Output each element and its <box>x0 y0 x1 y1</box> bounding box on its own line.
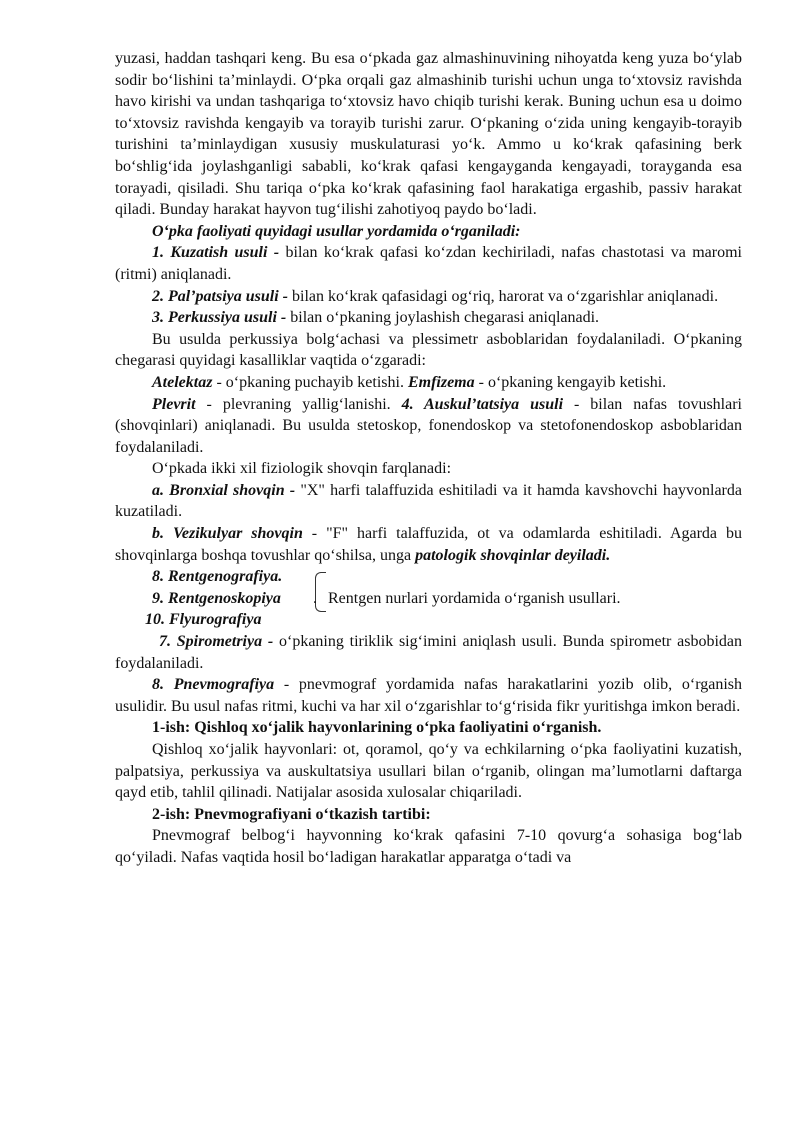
method-pneumography <box>115 674 742 717</box>
atelectasis-text: - oʻpkaning puchayib ketishi. <box>212 373 408 391</box>
method-1-text: bilan koʻkrak qafasi koʻzdan kechiriladi, nafas chastotasi va maromi (ritmi) aniqlanadi. <box>115 244 742 283</box>
method-4-title: 4. Auskulʼtatsiya usuli <box>401 395 564 413</box>
atelectasis-term: Atelektaz <box>152 373 213 391</box>
method-2-text: bilan koʻkrak qafasidagi ogʻriq, harorat va oʻzgarishlar aniqlanadi. <box>288 287 719 305</box>
task-2-text: Pnevmograf belbogʻi hayvonning koʻkrak qafasini 7-10 qovurgʻa sohasiga bogʻlab qoʻyiladi. Nafas vaqtida hosil boʻladigan harakatlar apparatga oʻtadi va <box>115 827 742 866</box>
method-8-line <box>115 566 742 588</box>
noise-b-title: b. Vezikulyar shovqin <box>152 525 303 543</box>
method-9-dot: . <box>313 589 317 607</box>
rentgen-description: Rentgen nurlari yordamida oʻrganish usullari. <box>328 589 621 607</box>
pneumography-text: - pnevmograf yordamida nafas harakatlarini yozib olib, oʻrganish usulidir. Bu usul nafas ritmi, kuchi va har xil oʻzgarishlar toʻgʻrisida fikr yuritishga imkon beradi. <box>115 676 743 715</box>
method-8-rentgenography: 8. Rentgenografiya. <box>152 568 283 586</box>
task-2-title: 2-ish: Pnevmografiyani oʻtkazish tartibi: <box>152 805 431 823</box>
noise-a <box>115 480 742 523</box>
atelectasis-paragraph <box>115 372 742 394</box>
noise-intro: Oʻpkada ikki xil fiziologik shovqin farqlanadi: <box>152 460 452 478</box>
noise-a-title: a. Bronxial shovqin - <box>152 481 296 499</box>
method-9-line <box>115 588 742 610</box>
method-9-rentgenoscopy: 9. Rentgenoskopiya <box>152 589 281 607</box>
method-4-text: - bilan nafas tovushlari (shovqinlari) aniqlanadi. Bu usulda stetoskop, fonendoskop va stetofonendoskop asboblaridan foydalaniladi. <box>115 395 742 456</box>
emphysema-term: Emfizema <box>407 373 475 391</box>
pleurisy-paragraph <box>115 394 742 459</box>
pneumography-title: 8. Pnevmografiya <box>152 676 275 694</box>
method-1 <box>115 242 742 285</box>
method-2 <box>115 286 742 308</box>
task-1-title: 1-ish: Qishloq xoʻjalik hayvonlarining oʻpka faoliyatini oʻrganish. <box>152 719 602 737</box>
method-10-line <box>115 609 742 631</box>
method-2-title: 2. Palʼpatsiya usuli - <box>152 287 289 305</box>
method-3 <box>115 307 742 329</box>
intro-paragraph: yuzasi, haddan tashqari keng. Bu esa oʻpkada gaz almashinuvining nihoyatda keng yuza boʻylab sodir boʻlishini taʼminlaydi. Oʻpka orqali gaz almashinib turishi uchun unga toʻxtovsiz ravishda havo kirishi va undan tashqariga toʻxtovsiz havo chiqib turishi kerak. Buning uchun esa u doimo toʻxtovsiz ravishda kengayib va torayib turishi zarur. Oʻpkaning oʻzida uning kengayib-torayib turishini taʼminlaydigan xususiy muskulaturasi yoʻk. Ammo u koʻkrak qafasining berk boʻshligʻida joylashganligi sababli, koʻkrak qafasi kengayganda kengayadi, torayganda esa torayadi, qisiladi. Shu tariqa oʻpka koʻkrak qafasining faol harakatiga ergashib, passiv harakat qiladi. Bunday harakat hayvon tugʻilishi zahotiyoq paydo boʻladi. <box>115 50 742 219</box>
noise-a-text: "X" harfi talaffuzida eshitiladi va it hamda kavshovchi hayvonlarda kuzatiladi. <box>115 481 742 521</box>
method-10-fluorography: 10. Flyurografiya <box>145 611 262 629</box>
noise-b-text: - "F" harfi talaffuzida, ot va odamlarda eshitiladi. Agarda bu shovqinlarga boshqa tovushlar qoʻshilsa, unga <box>115 525 742 564</box>
pleurisy-text: - plevraning yalligʻlanishi. <box>195 395 402 413</box>
method-3-title: 3. Perkussiya usuli - <box>152 309 287 327</box>
task-1-text: Qishloq xoʻjalik hayvonlari: ot, qoramol, qoʻy va echkilarning oʻpka faoliyatini kuzatish, palpatsiya, perkussiya va auskultatsiya usullari bilan oʻrganib, olingan maʼlumotlarni daftarga qayd etib, tahlil qilinadi. Natijalar asosida xulosalar chiqariladi. <box>115 741 742 802</box>
noise-b-term: patologik shovqinlar deyiladi. <box>415 546 611 564</box>
method-7 <box>115 631 742 674</box>
method-7-text: oʻpkaning tiriklik sigʻimini aniqlash usuli. Bunda spirometr asbobidan foydalaniladi. <box>115 633 742 672</box>
document-body <box>115 48 742 869</box>
methods-heading: Oʻpka faoliyati quyidagi usullar yordamida oʻrganiladi: <box>152 222 521 240</box>
percussion-paragraph: Bu usulda perkussiya bolgʻachasi va plessimetr asboblaridan foydalaniladi. Oʻpkaning chegarasi quyidagi kasalliklar vaqtida oʻzgaradi: <box>115 330 742 370</box>
emphysema-text: - oʻpkaning kengayib ketishi. <box>474 373 667 391</box>
pleurisy-term: Plevrit <box>152 395 196 413</box>
method-1-title: 1. Kuzatish usuli - <box>152 244 280 262</box>
noise-b <box>115 523 742 566</box>
method-3-text: bilan oʻpkaning joylashish chegarasi aniqlanadi. <box>286 309 600 327</box>
method-7-title: 7. Spirometriya - <box>159 633 274 651</box>
